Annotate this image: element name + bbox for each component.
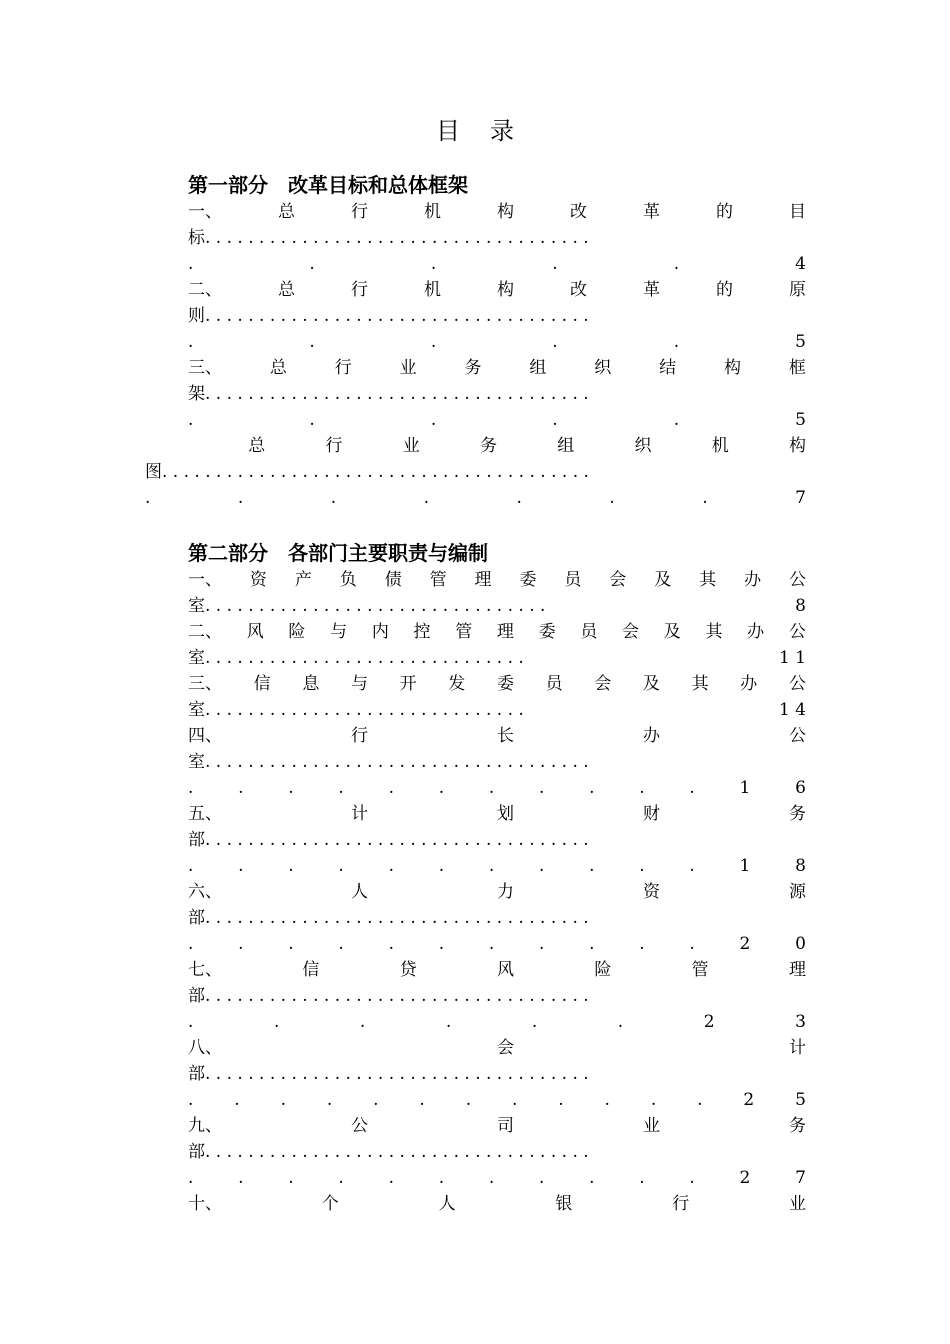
toc-entry-leader: 部. . . . . . . . . . . . . . . . . . . . . . . . . . . . . . . . . . . . <box>188 908 589 928</box>
toc-entry-leader: 部. . . . . . . . . . . . . . . . . . . . . . . . . . . . . . . . . . . . <box>188 830 589 850</box>
toc-entry-page-number: 5 <box>795 410 806 430</box>
toc-entry-leader: 部. . . . . . . . . . . . . . . . . . . . . . . . . . . . . . . . . . . . <box>188 1064 589 1084</box>
toc-entry-title-line-char: 业 <box>402 436 420 456</box>
toc-entry-title-line <box>188 1192 806 1216</box>
toc-entry-title-line-char: 理 <box>496 622 514 642</box>
toc-entry-leader: 图. . . . . . . . . . . . . . . . . . . . . . . . . . . . . . . . . . . . . . . . <box>145 462 589 482</box>
toc-entry-page-char: . <box>488 778 495 798</box>
toc-entry-page-char: 8 <box>795 856 806 876</box>
toc-entry-title-line-char: 业 <box>399 358 417 378</box>
toc-entry-title-line <box>188 568 806 592</box>
toc-entry-page-char: . <box>589 934 595 954</box>
toc-entry-title-line-char: 机 <box>711 436 729 456</box>
toc-entry-title-line-char: 机 <box>424 202 441 222</box>
toc-entry-page-char: 2 <box>739 934 751 954</box>
toc-entry-title-line-char: 组 <box>529 358 547 378</box>
part2-heading: 第二部分 各部门主要职责与编制 <box>188 541 488 565</box>
toc-entry-title-line-char: 公 <box>788 674 806 694</box>
toc-entry-page-char: . <box>617 1012 624 1032</box>
toc-entry-page <box>188 932 806 956</box>
toc-entry-title-line-char: 框 <box>788 358 806 378</box>
toc-entry-title-line-char: 及 <box>663 622 681 642</box>
toc-entry-leader: 部. . . . . . . . . . . . . . . . . . . . . . . . . . . . . . . . . . . . <box>188 986 589 1006</box>
toc-entry-page-char: . <box>438 778 445 798</box>
toc-entry-page <box>188 408 806 432</box>
toc-entry-title-line-char: 人 <box>351 882 368 902</box>
toc-entry-page <box>188 330 806 354</box>
toc-entry-title-line-char: 员 <box>580 622 598 642</box>
toc-entry-title-line-char: 行 <box>351 726 368 746</box>
toc-entry-page-char: . <box>430 332 437 352</box>
toc-entry-page-char: . <box>188 778 194 798</box>
toc-entry-page-number: 7 <box>795 488 806 508</box>
toc-entry-title-line-char: 险 <box>288 622 306 642</box>
toc-entry-page-char: . <box>516 488 522 508</box>
toc-entry-title-line-char: 财 <box>643 804 660 824</box>
toc-entry-title-line-char: 会 <box>594 674 612 694</box>
toc-entry-page-char: 1 <box>739 856 751 876</box>
toc-entry-page-char: . <box>388 856 394 876</box>
toc-entry-page-char: 2 <box>703 1012 715 1032</box>
toc-entry-page-char: . <box>326 1090 333 1110</box>
toc-entry-page-char: . <box>234 1090 240 1110</box>
toc-entry-page-char: . <box>465 1090 472 1110</box>
toc-entry-title-line-char: 债 <box>384 570 402 590</box>
toc-entry-page-char: . <box>338 778 344 798</box>
toc-entry-page-char: 5 <box>795 1090 806 1110</box>
toc-entry-title-line-char: 三、 <box>188 674 222 694</box>
toc-entry-page-char: . <box>538 778 545 798</box>
toc-entry-title-line-char: 业 <box>788 1194 806 1214</box>
toc-entry-page-char: . <box>689 856 695 876</box>
toc-entry-title-line-char: 司 <box>497 1116 514 1136</box>
toc-entry-title-line-char: 九、 <box>188 1116 222 1136</box>
toc-entry-title-line-char: 行 <box>351 202 368 222</box>
toc-entry-page-char: . <box>338 856 344 876</box>
toc-entry-page-char: . <box>531 1012 538 1032</box>
toc-entry-page-char: . <box>288 778 294 798</box>
toc-entry-page-char: . <box>288 934 294 954</box>
toc-entry-page-char: . <box>438 934 445 954</box>
toc-entry-title-line-char: 四、 <box>188 726 222 746</box>
toc-entry-page-char: . <box>609 488 615 508</box>
toc-entry-title-line-char: 会 <box>622 622 640 642</box>
toc-entry-page-char: . <box>558 1090 564 1110</box>
toc-entry-page-char: . <box>419 1090 425 1110</box>
toc-entry-title-line <box>188 880 806 904</box>
toc-entry-page-char: . <box>338 1168 344 1188</box>
toc-entry-title-line-char: 贷 <box>399 960 417 980</box>
toc-entry-title-line-char: 发 <box>448 674 466 694</box>
toc-entry-title-line-char: 革 <box>643 202 660 222</box>
toc-entry-title-line-char: 总 <box>269 358 287 378</box>
toc-entry-title-line <box>188 802 806 826</box>
toc-entry-title-line-char: 十、 <box>188 1194 222 1214</box>
toc-entry-page-char: . <box>673 332 680 352</box>
toc-entry-page-number: 1 4 <box>778 700 806 720</box>
toc-entry-page-char: . <box>702 488 708 508</box>
toc-entry-page-char: . <box>589 778 595 798</box>
toc-entry-leader: 架. . . . . . . . . . . . . . . . . . . . . . . . . . . . . . . . . . . . <box>188 384 589 404</box>
toc-entry-title-line-char: 管 <box>455 622 473 642</box>
toc-entry-page-char: . <box>445 1012 452 1032</box>
toc-entry-page-char: . <box>238 856 244 876</box>
toc-entry-title-line-char: 务 <box>480 436 497 456</box>
toc-entry-leader: 标. . . . . . . . . . . . . . . . . . . . . . . . . . . . . . . . . . . . <box>188 228 589 248</box>
toc-entry-title-line-char: 信 <box>302 960 320 980</box>
toc-entry-page-char: 3 <box>795 1012 806 1032</box>
toc-entry-page-char: . <box>488 1168 495 1188</box>
toc-entry-page-char: . <box>309 332 315 352</box>
toc-entry-page-char: . <box>511 1090 518 1110</box>
toc-entry-title-line-char: 总 <box>278 202 295 222</box>
toc-entry-page-char: . <box>430 254 437 274</box>
toc-entry-page-char: . <box>188 410 194 430</box>
toc-entry-title-line-char: 的 <box>716 280 733 300</box>
toc-entry-title-line-char: 原 <box>789 280 806 300</box>
toc-entry-title-line-char: 三、 <box>188 358 222 378</box>
toc-entry-title-line-char: 总 <box>248 436 266 456</box>
toc-entry-page-char: . <box>423 488 430 508</box>
toc-entry-leader <box>188 698 806 722</box>
toc-entry-page-char: . <box>604 1090 610 1110</box>
toc-entry-page-char: . <box>639 934 645 954</box>
toc-entry-title-line-char: 资 <box>643 882 660 902</box>
part1-heading: 第一部分 改革目标和总体框架 <box>188 173 468 197</box>
toc-entry-title-line-char: 其 <box>705 622 723 642</box>
toc-entry-title-line-char: 构 <box>497 202 514 222</box>
toc-entry-title-line-char: 开 <box>399 674 417 694</box>
toc-entry-page-char: . <box>673 254 680 274</box>
toc-entry-page <box>188 1088 806 1112</box>
toc-title: 目录 <box>436 117 544 145</box>
toc-entry-title-line-char: 及 <box>642 674 660 694</box>
toc-entry-title-line-char: 负 <box>339 570 357 590</box>
toc-entry-title-line-char: 委 <box>519 570 537 590</box>
toc-entry-title-line-char: 组 <box>557 436 575 456</box>
toc-entry-page-char: . <box>309 254 315 274</box>
toc-entry-title-line-char: 与 <box>330 622 348 642</box>
toc-entry-page-char: . <box>238 934 244 954</box>
toc-entry-title-line-char: 控 <box>413 622 431 642</box>
toc-entry-page-char: . <box>639 1168 645 1188</box>
toc-entry-title-line-char: 办 <box>643 726 660 746</box>
toc-entry-page <box>145 486 806 510</box>
toc-entry-page-char: 2 <box>739 1168 751 1188</box>
toc-entry-page-char: . <box>438 1168 445 1188</box>
toc-entry-leader-text: 室. . . . . . . . . . . . . . . . . . . . . . . . . . . . . . <box>188 700 524 720</box>
toc-entry-page <box>188 776 806 800</box>
toc-entry-title-line-char: 长 <box>497 726 514 746</box>
toc-entry-page-char: . <box>388 1168 394 1188</box>
toc-entry-title-line-char: 理 <box>788 960 806 980</box>
toc-entry-title-line-char: 公 <box>788 570 806 590</box>
toc-entry-title-line <box>188 1036 806 1060</box>
toc-entry-leader-text: 室. . . . . . . . . . . . . . . . . . . . . . . . . . . . . . . . <box>188 596 546 616</box>
toc-entry-page-char: . <box>373 1090 379 1110</box>
toc-entry-title-line-char: 二、 <box>188 280 222 300</box>
toc-entry-page <box>188 252 806 276</box>
toc-entry-title-line-char: 管 <box>429 570 447 590</box>
toc-entry-page-char: . <box>697 1090 703 1110</box>
toc-entry-title-line-char: 公 <box>788 622 806 642</box>
toc-entry-title-line-char: 行 <box>325 436 343 456</box>
toc-entry-title-line-char: 会 <box>497 1038 514 1058</box>
toc-entry-page-char: 2 <box>743 1090 755 1110</box>
toc-entry-title-line-char: 力 <box>497 882 514 902</box>
toc-entry-page-char: . <box>280 1090 286 1110</box>
toc-entry-title-line-char: 及 <box>654 570 672 590</box>
toc-entry-page-char: . <box>338 934 344 954</box>
toc-entry-title-line <box>188 356 806 380</box>
toc-entry-title-line-char: 划 <box>497 804 514 824</box>
toc-entry-title-line-char: 改 <box>570 202 587 222</box>
toc-entry-title-line-char: 结 <box>659 358 677 378</box>
toc-entry-title-line-char: 人 <box>438 1194 456 1214</box>
toc-entry-title-line-char: 五、 <box>188 804 222 824</box>
toc-entry-page-char: . <box>273 1012 280 1032</box>
toc-entry-title-line-char: 公 <box>351 1116 368 1136</box>
toc-entry-page-char: 0 <box>795 934 806 954</box>
toc-entry-title-line-char: 总 <box>278 280 295 300</box>
toc-entry-leader <box>188 594 806 618</box>
toc-entry-title-line-char: 行 <box>334 358 352 378</box>
toc-entry-page-number: 8 <box>795 596 806 616</box>
toc-entry-title-line-char: 资 <box>249 570 267 590</box>
toc-entry-page-char: . <box>309 410 315 430</box>
toc-entry-title-line-char: 八、 <box>188 1038 222 1058</box>
toc-entry-page-char: . <box>589 856 595 876</box>
toc-entry-title-line-char: 内 <box>371 622 389 642</box>
toc-entry-title-line-char: 的 <box>716 202 733 222</box>
toc-entry-page-char: . <box>188 856 194 876</box>
toc-entry-page <box>188 854 806 878</box>
toc-entry-page-char: . <box>689 778 695 798</box>
toc-entry-title-line-char: 务 <box>789 1116 806 1136</box>
toc-entry-title-line-char: 员 <box>545 674 563 694</box>
toc-entry-leader: 则. . . . . . . . . . . . . . . . . . . . . . . . . . . . . . . . . . . . <box>188 306 589 326</box>
toc-entry-page-char: . <box>237 488 244 508</box>
toc-entry-page-char: . <box>359 1012 366 1032</box>
toc-entry-title-line-char: 机 <box>424 280 441 300</box>
toc-entry-page-char: . <box>488 856 495 876</box>
toc-entry-title-line-char: 其 <box>699 570 717 590</box>
toc-entry-leader: 室. . . . . . . . . . . . . . . . . . . . . . . . . . . . . . . . . . . . <box>188 752 589 772</box>
toc-entry-title-line-char: 业 <box>643 1116 660 1136</box>
toc-entry-page-char: . <box>438 856 445 876</box>
toc-entry-title-line-char: 计 <box>351 804 368 824</box>
toc-entry-title-line-char: 构 <box>497 280 514 300</box>
toc-entry-page-char: . <box>639 856 645 876</box>
toc-entry-page-char: . <box>689 934 695 954</box>
toc-entry-title-line-char: 二、 <box>188 622 222 642</box>
toc-entry-page-char: . <box>430 410 437 430</box>
toc-entry-page-number: 1 1 <box>778 648 806 668</box>
toc-entry-title-line <box>188 434 806 458</box>
toc-entry-title-line-char: 其 <box>691 674 709 694</box>
toc-entry-title-line-char: 员 <box>564 570 582 590</box>
toc-entry-title-line-char: 七、 <box>188 960 222 980</box>
toc-entry-page-char: . <box>330 488 337 508</box>
toc-entry-title-line-char: 行 <box>672 1194 690 1214</box>
toc-entry-page-char: . <box>589 1168 595 1188</box>
toc-entry-title-line-char: 六、 <box>188 882 222 902</box>
toc-entry-title-line-char: 委 <box>496 674 514 694</box>
toc-entry-title-line <box>188 278 806 302</box>
toc-entry-page-char: 7 <box>795 1168 806 1188</box>
toc-entry-page-char: . <box>689 1168 695 1188</box>
toc-entry-title-line-char: 风 <box>246 622 264 642</box>
toc-entry-page-char: . <box>388 934 394 954</box>
toc-entry-page-char: 6 <box>795 778 806 798</box>
toc-entry-title-line-char: 会 <box>609 570 627 590</box>
toc-entry-page-char: . <box>238 1168 244 1188</box>
toc-entry-title-line <box>188 200 806 224</box>
toc-entry-title-line-char: 息 <box>302 674 320 694</box>
toc-entry-title-line-char: 与 <box>350 674 368 694</box>
toc-entry-title-line-char: 源 <box>789 882 806 902</box>
toc-entry-page-char: . <box>639 778 645 798</box>
toc-entry-title-line-char: 产 <box>294 570 312 590</box>
toc-entry-title-line-char: 办 <box>747 622 765 642</box>
toc-entry-title-line-char: 办 <box>740 674 758 694</box>
toc-entry-title-line <box>188 958 806 982</box>
toc-entry-title-line-char: 织 <box>634 436 652 456</box>
toc-entry-page-char: . <box>552 332 558 352</box>
toc-entry-page-char: . <box>488 934 495 954</box>
toc-entry-page-char: . <box>188 332 194 352</box>
toc-entry-title-line-char: 理 <box>474 570 492 590</box>
toc-entry-page-char: . <box>288 856 294 876</box>
toc-entry-leader-text: 室. . . . . . . . . . . . . . . . . . . . . . . . . . . . . . <box>188 648 524 668</box>
toc-entry-title-line-char: 委 <box>538 622 556 642</box>
toc-entry-title-line-char: 构 <box>724 358 741 378</box>
toc-entry-page-char: . <box>388 778 394 798</box>
toc-entry-title-line <box>188 724 806 748</box>
toc-entry-page-char: . <box>650 1090 657 1110</box>
toc-entry-title-line-char: 目 <box>789 202 806 222</box>
toc-entry-title-line-char: 构 <box>789 436 806 456</box>
toc-entry-title-line-char: 风 <box>496 960 514 980</box>
toc-entry-title-line-char: 计 <box>789 1038 806 1058</box>
toc-entry-title-line-char: 务 <box>464 358 482 378</box>
toc-entry-title-line-char: 办 <box>744 570 762 590</box>
toc-entry-title-line <box>188 620 806 644</box>
toc-entry-page-char: . <box>238 778 244 798</box>
toc-entry-page-char: . <box>188 1168 194 1188</box>
toc-entry-page-char: . <box>188 1090 194 1110</box>
toc-entry-title-line-char: 一、 <box>188 202 222 222</box>
toc-entry-title-line-char: 行 <box>351 280 368 300</box>
toc-entry-page-char: . <box>188 254 194 274</box>
toc-entry-title-line-char: 改 <box>570 280 587 300</box>
toc-entry-page-char: . <box>552 254 558 274</box>
toc-entry-title-line-char: 一、 <box>188 570 222 590</box>
toc-entry-title-line-char: 织 <box>594 358 612 378</box>
toc-entry-page-char: . <box>538 856 545 876</box>
toc-entry-title-line-char: 务 <box>789 804 806 824</box>
toc-entry-page-char: . <box>552 410 558 430</box>
toc-entry-page-char: . <box>673 410 680 430</box>
toc-entry-title-line-char: 银 <box>555 1194 573 1214</box>
toc-entry-page-number: 5 <box>795 332 806 352</box>
toc-entry-page-char: . <box>188 934 194 954</box>
toc-entry-title-line-char: 信 <box>253 674 271 694</box>
toc-entry-leader <box>188 646 806 670</box>
toc-entry-title-line-char: 管 <box>691 960 709 980</box>
toc-entry-title-line-char: 险 <box>594 960 612 980</box>
toc-entry-title-line <box>188 672 806 696</box>
toc-entry-page-char: . <box>288 1168 294 1188</box>
toc-entry-leader: 部. . . . . . . . . . . . . . . . . . . . . . . . . . . . . . . . . . . . <box>188 1142 589 1162</box>
toc-entry-title-line-char: 个 <box>321 1194 339 1214</box>
toc-entry-page-char: 1 <box>739 778 751 798</box>
toc-entry-page <box>188 1166 806 1190</box>
toc-entry-page <box>188 1010 806 1034</box>
toc-entry-title-line-char: 公 <box>789 726 806 746</box>
toc-entry-page-char: . <box>145 488 151 508</box>
toc-entry-title-line-char: 革 <box>643 280 660 300</box>
toc-entry-page-number: 4 <box>795 254 806 274</box>
toc-entry-title-line <box>188 1114 806 1138</box>
toc-entry-page-char: . <box>538 1168 545 1188</box>
toc-entry-page-char: . <box>538 934 545 954</box>
toc-entry-page-char: . <box>188 1012 194 1032</box>
